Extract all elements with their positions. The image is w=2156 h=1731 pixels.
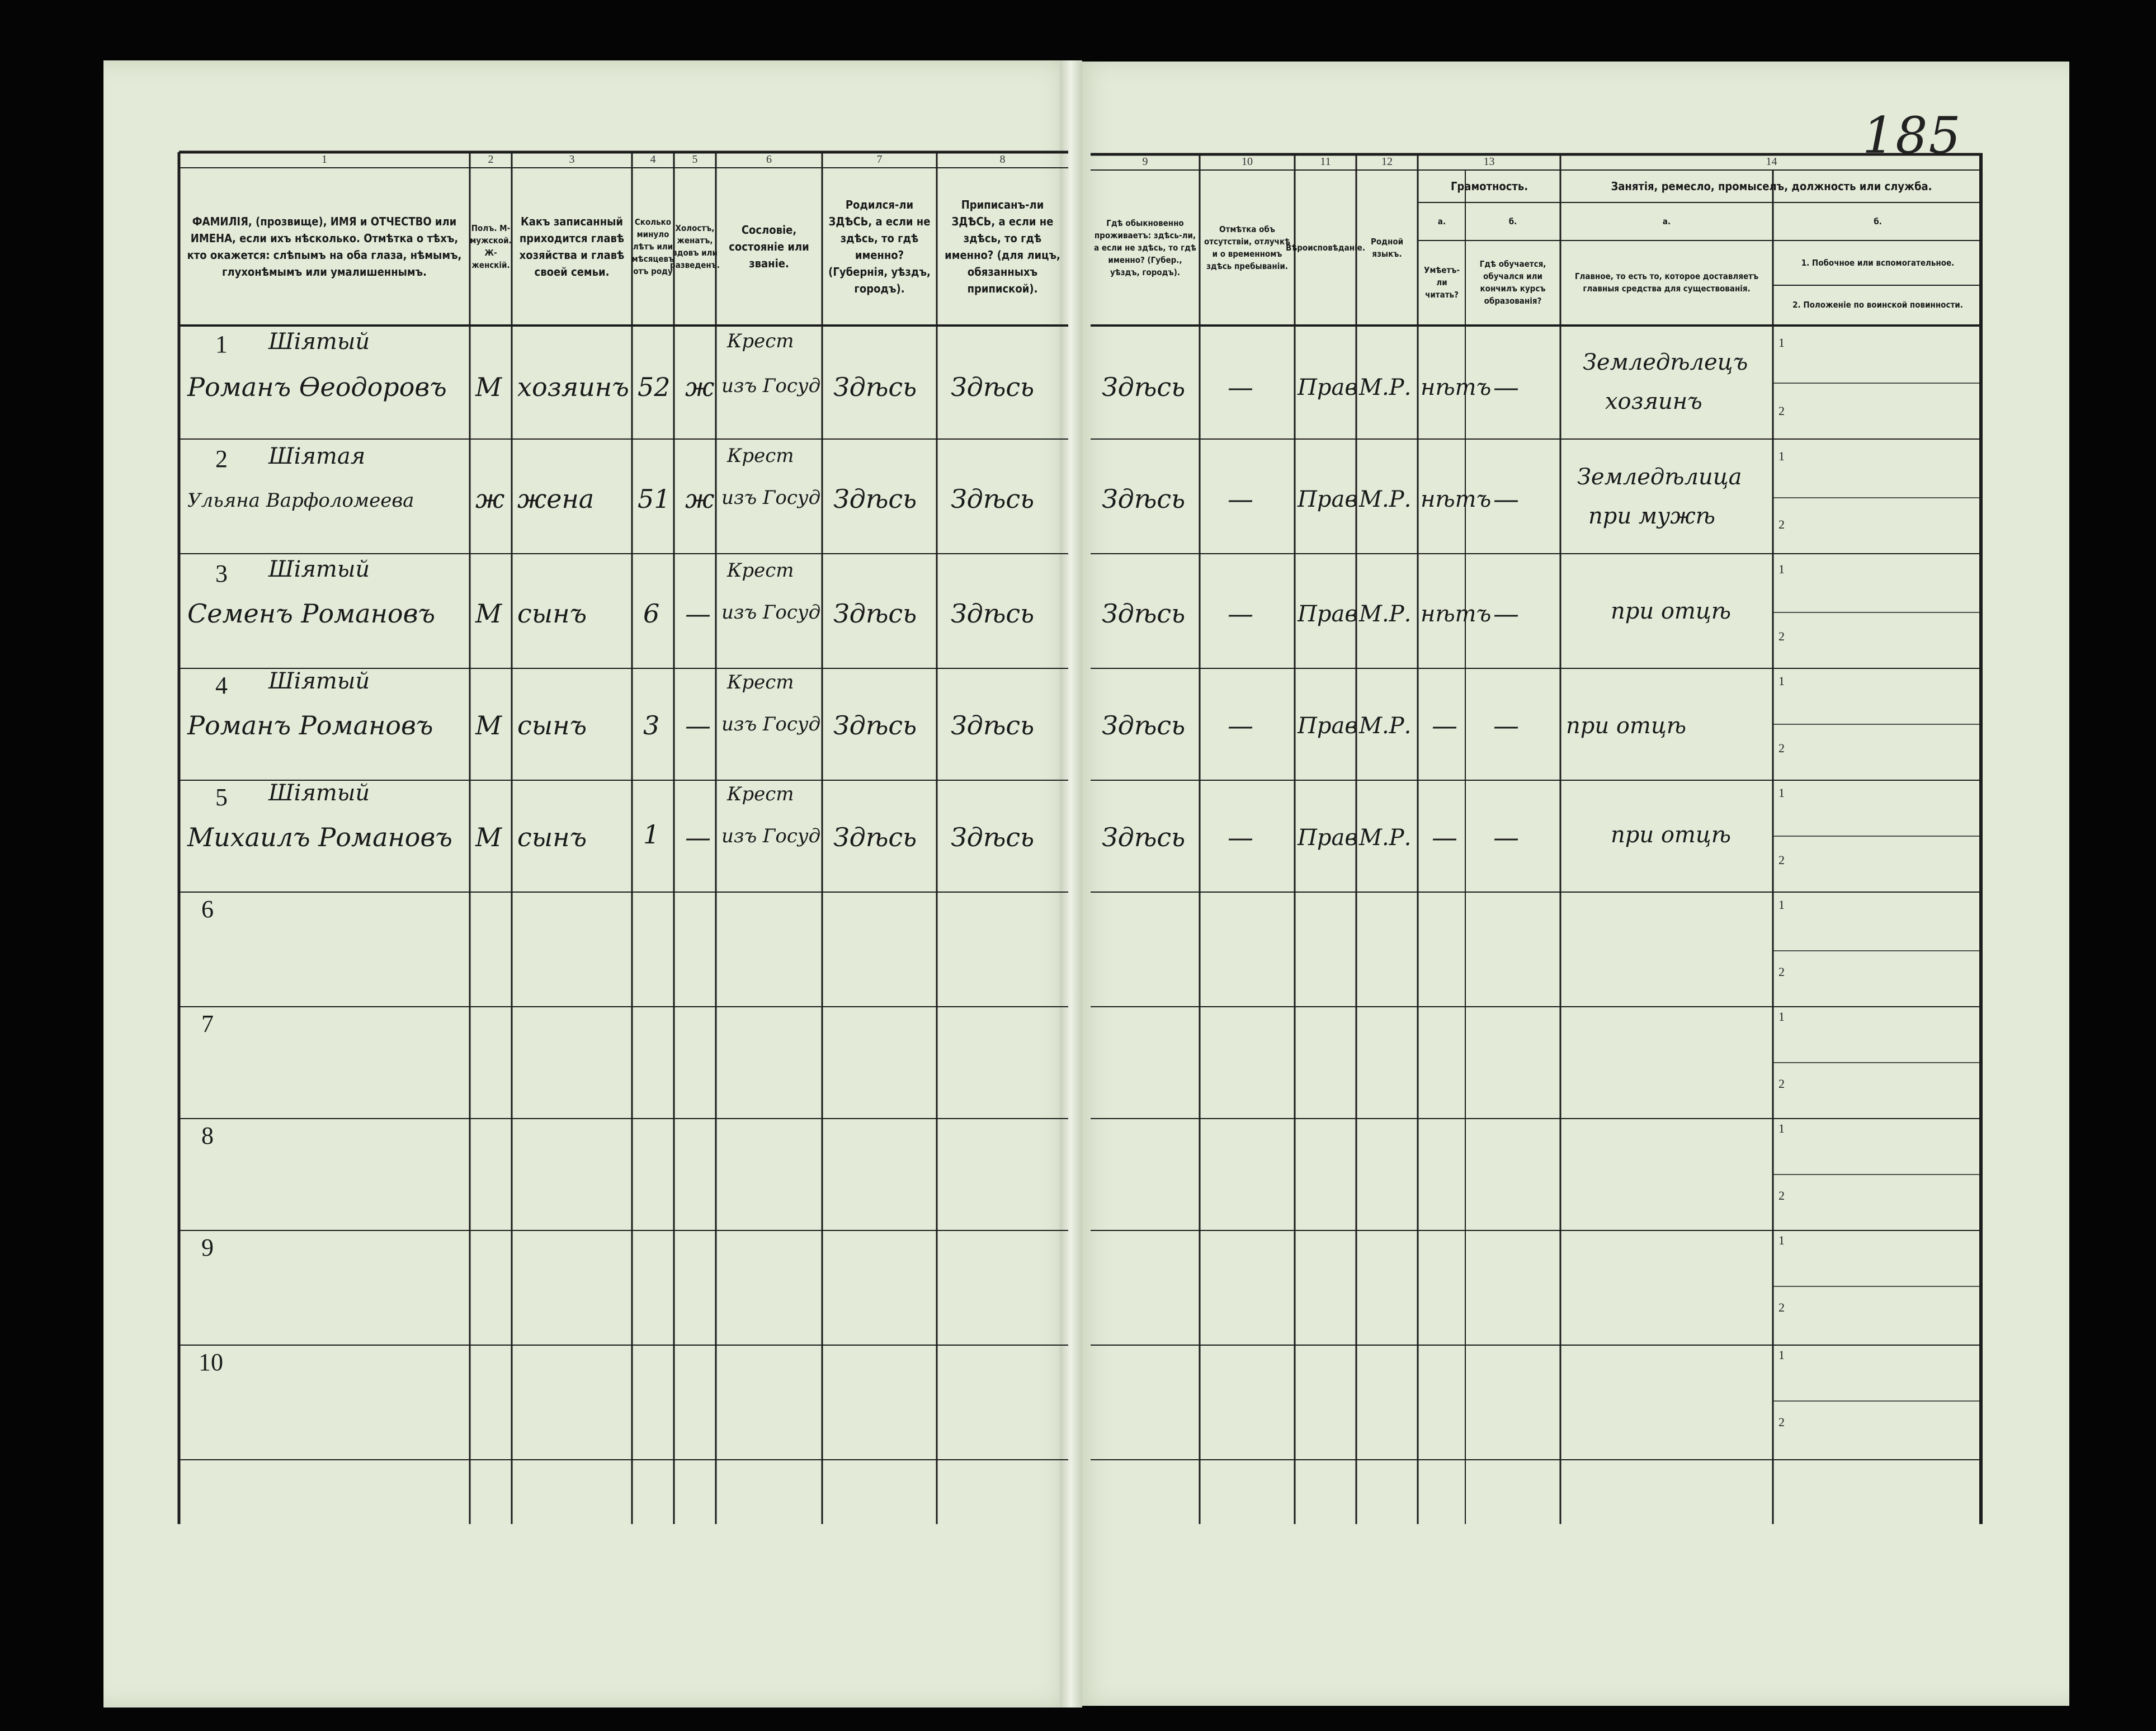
header-age: Сколько минуло лѣтъ или мѣсяцевъ отъ роду bbox=[631, 217, 674, 276]
religion: Прав bbox=[1298, 825, 1358, 851]
residence: Здѣсь bbox=[1102, 710, 1186, 740]
can-read: — bbox=[1432, 822, 1457, 852]
can-read: нѣтъ bbox=[1421, 375, 1492, 400]
given-name: Романъ Романовъ bbox=[187, 710, 433, 740]
surname: Шіятый bbox=[268, 556, 370, 582]
estate-line-2: изъ Госуд bbox=[721, 487, 821, 509]
relation: жена bbox=[517, 484, 595, 514]
age: 51 bbox=[638, 484, 671, 514]
relation: сынъ bbox=[517, 822, 587, 852]
header-sex: Полъ. М-мужской. Ж-женскій. bbox=[470, 223, 512, 270]
column-number-7: 7 bbox=[876, 153, 883, 166]
surname: Шіятая bbox=[268, 444, 366, 469]
column-number-13: 13 bbox=[1483, 155, 1495, 168]
age: 6 bbox=[643, 598, 660, 629]
sub-label-2: 2 bbox=[1778, 1415, 1785, 1429]
row-number: 4 bbox=[215, 672, 228, 699]
row-number: 9 bbox=[201, 1234, 214, 1261]
header-education: Гдѣ обучается, обучался или кончилъ курсъ образованія? bbox=[1479, 259, 1546, 306]
religion: Прав bbox=[1298, 601, 1358, 627]
sex: М bbox=[475, 598, 502, 629]
sub-label-1: 1 bbox=[1778, 786, 1785, 800]
main-occupation-line-2: хозяинъ bbox=[1605, 389, 1702, 414]
birthplace: Здѣсь bbox=[833, 710, 917, 740]
sub-label-1: 1 bbox=[1778, 898, 1785, 912]
column-number-1: 1 bbox=[322, 153, 327, 166]
sub-label-2: 2 bbox=[1778, 741, 1785, 755]
column-number-4: 4 bbox=[650, 153, 656, 166]
residence: Здѣсь bbox=[1102, 598, 1186, 629]
header-language: Родной языкъ. bbox=[1370, 237, 1404, 259]
sub-label-1: 1 bbox=[1778, 449, 1785, 463]
religion: Прав bbox=[1298, 487, 1358, 512]
sub-label-2: 2 bbox=[1778, 1077, 1785, 1091]
sub-label-2: 2 bbox=[1778, 965, 1785, 979]
header-can-read: Умѣетъ-ли читать? bbox=[1423, 265, 1460, 300]
header-registration: Приписанъ-ли ЗДѢСЬ, а если не здѣсь, то гдѣ именно? (для лицъ, обязанныхъ припиской). bbox=[945, 198, 1060, 295]
main-occupation-line-1: Земледѣлица bbox=[1577, 464, 1742, 490]
sub-label-1: 1 bbox=[1778, 1010, 1785, 1023]
header-residence: Гдѣ обыкновенно проживаетъ: здѣсь-ли, а если не здѣсь, то гдѣ именно? (Губер., уѣздъ, городъ). bbox=[1094, 218, 1196, 277]
marital-status: ж bbox=[685, 372, 715, 402]
sex: ж bbox=[475, 484, 505, 514]
age: 1 bbox=[643, 819, 660, 850]
birthplace: Здѣсь bbox=[833, 598, 917, 629]
header-main-occupation: Главное, то есть то, которое доставляетъ главныя средства для существованія. bbox=[1574, 271, 1759, 294]
row-number: 6 bbox=[201, 895, 214, 923]
header-military-status: 2. Положеніе по воинской повинности. bbox=[1792, 300, 1963, 310]
residence: Здѣсь bbox=[1102, 484, 1186, 514]
header-occupation-a-letter: а. bbox=[1662, 216, 1671, 227]
sub-label-1: 1 bbox=[1778, 1233, 1785, 1247]
page-number: 185 bbox=[1862, 106, 1962, 165]
marital-status: — bbox=[685, 822, 711, 852]
row-number: 8 bbox=[201, 1122, 214, 1149]
column-number-11: 11 bbox=[1320, 155, 1331, 168]
can-read: нѣтъ bbox=[1421, 601, 1492, 627]
row-number: 2 bbox=[215, 445, 228, 473]
sex: М bbox=[475, 822, 502, 852]
estate-line-2: изъ Госуд bbox=[721, 825, 821, 847]
estate-line-1: Крест bbox=[727, 330, 794, 352]
estate-line-2: изъ Госуд bbox=[721, 375, 821, 397]
column-number-5: 5 bbox=[692, 153, 698, 166]
header-occupation: Занятія, ремесло, промыселъ, должность или служба. bbox=[1611, 180, 1932, 193]
estate-line-1: Крест bbox=[727, 671, 794, 694]
column-number-14: 14 bbox=[1766, 155, 1777, 168]
education: — bbox=[1493, 710, 1519, 740]
header-occupation-b-letter: б. bbox=[1874, 216, 1882, 227]
sub-label-1: 1 bbox=[1778, 336, 1785, 350]
surname: Шіятый bbox=[268, 780, 370, 806]
column-number-6: 6 bbox=[766, 153, 772, 166]
column-number-10: 10 bbox=[1242, 155, 1253, 168]
main-occupation-line-1: при отцѣ bbox=[1566, 713, 1687, 739]
native-language: М.Р. bbox=[1359, 375, 1412, 400]
column-number-2: 2 bbox=[488, 153, 494, 166]
row-number: 1 bbox=[215, 331, 228, 358]
religion: Прав bbox=[1298, 713, 1358, 739]
header-religion: Вѣроисповѣданіе. bbox=[1286, 243, 1365, 253]
given-name: Ульяна Варфоломеева bbox=[187, 489, 414, 512]
sub-label-1: 1 bbox=[1778, 1121, 1785, 1135]
marital-status: — bbox=[685, 598, 711, 629]
registration-place: Здѣсь bbox=[951, 822, 1035, 852]
row-number: 3 bbox=[215, 560, 228, 587]
native-language: М.Р. bbox=[1359, 601, 1412, 627]
can-read: — bbox=[1432, 710, 1457, 740]
sex: М bbox=[475, 710, 502, 740]
header-literacy-a-letter: а. bbox=[1437, 216, 1446, 227]
estate-line-2: изъ Госуд bbox=[721, 601, 821, 624]
absence-mark: — bbox=[1228, 822, 1253, 852]
birthplace: Здѣсь bbox=[833, 372, 917, 402]
marital-status: ж bbox=[685, 484, 715, 514]
native-language: М.Р. bbox=[1359, 825, 1412, 851]
sub-label-2: 2 bbox=[1778, 1188, 1785, 1202]
header-literacy: Грамотность. bbox=[1450, 180, 1528, 193]
registration-place: Здѣсь bbox=[951, 484, 1035, 514]
estate-line-2: изъ Госуд bbox=[721, 713, 821, 735]
header-estate: Сословіе, состояніе или званіе. bbox=[729, 223, 809, 270]
native-language: М.Р. bbox=[1359, 487, 1412, 512]
estate-line-1: Крест bbox=[727, 783, 794, 805]
marital-status: — bbox=[685, 710, 711, 740]
sub-label-2: 2 bbox=[1778, 629, 1785, 643]
header-relation: Какъ записанный приходится главѣ хозяйства и главѣ своей семьи. bbox=[519, 215, 625, 279]
header-birthplace: Родился-ли ЗДѢСЬ, а если не здѣсь, то гдѣ именно? (Губернія, уѣздъ, городъ). bbox=[828, 198, 931, 295]
sub-label-2: 2 bbox=[1778, 1300, 1785, 1314]
sub-label-2: 2 bbox=[1778, 517, 1785, 531]
relation: сынъ bbox=[517, 710, 587, 740]
education: — bbox=[1493, 484, 1519, 514]
absence-mark: — bbox=[1228, 710, 1253, 740]
header-marital: Холостъ, женатъ, вдовъ или разведенъ. bbox=[670, 223, 720, 270]
education: — bbox=[1493, 822, 1519, 852]
row-number: 7 bbox=[201, 1010, 214, 1037]
main-occupation-line-1: при отцѣ bbox=[1611, 598, 1732, 624]
main-occupation-line-2: при мужѣ bbox=[1588, 503, 1715, 529]
religion: Прав bbox=[1298, 375, 1358, 400]
education: — bbox=[1493, 372, 1519, 402]
main-occupation-line-1: Земледѣлецъ bbox=[1583, 350, 1748, 375]
native-language: М.Р. bbox=[1359, 713, 1412, 739]
given-name: Семенъ Романовъ bbox=[187, 598, 435, 629]
sub-label-2: 2 bbox=[1778, 404, 1785, 418]
header-name: ФАМИЛІЯ, (прозвище), ИМЯ и ОТЧЕСТВО или ИМЕНА, если ихъ нѣсколько. Отмѣтка о тѣхъ, кто окажется: слѣпымъ на оба глаза, нѣмымъ, глухонѣмымъ или умалишеннымъ. bbox=[187, 215, 462, 279]
relation: сынъ bbox=[517, 598, 587, 629]
age: 52 bbox=[638, 372, 671, 402]
absence-mark: — bbox=[1228, 372, 1253, 402]
sub-label-1: 1 bbox=[1778, 674, 1785, 688]
header-absence: Отмѣтка объ отсутствіи, отлучкѣ и о временномъ здѣсь пребываніи. bbox=[1204, 224, 1291, 271]
relation: хозяинъ bbox=[517, 372, 629, 402]
column-number-9: 9 bbox=[1142, 155, 1148, 168]
sex: М bbox=[475, 372, 502, 402]
surname: Шіятый bbox=[268, 329, 370, 355]
registration-place: Здѣсь bbox=[951, 710, 1035, 740]
can-read: нѣтъ bbox=[1421, 487, 1492, 512]
estate-line-1: Крест bbox=[727, 445, 794, 467]
education: — bbox=[1493, 598, 1519, 629]
header-secondary-occupation: 1. Побочное или вспомогательное. bbox=[1801, 258, 1955, 268]
given-name: Романъ Өеодоровъ bbox=[187, 372, 447, 402]
registration-place: Здѣсь bbox=[951, 598, 1035, 629]
row-number: 10 bbox=[199, 1348, 223, 1376]
estate-line-1: Крест bbox=[727, 559, 794, 582]
registration-place: Здѣсь bbox=[951, 372, 1035, 402]
absence-mark: — bbox=[1228, 598, 1253, 629]
sub-label-1: 1 bbox=[1778, 562, 1785, 576]
residence: Здѣсь bbox=[1102, 822, 1186, 852]
birthplace: Здѣсь bbox=[833, 822, 917, 852]
main-occupation-line-1: при отцѣ bbox=[1611, 822, 1732, 848]
header-literacy-b-letter: б. bbox=[1508, 216, 1517, 227]
residence: Здѣсь bbox=[1102, 372, 1186, 402]
absence-mark: — bbox=[1228, 484, 1253, 514]
row-number: 5 bbox=[215, 784, 228, 811]
age: 3 bbox=[643, 710, 660, 740]
column-number-8: 8 bbox=[999, 153, 1006, 166]
column-number-12: 12 bbox=[1381, 155, 1393, 168]
given-name: Михаилъ Романовъ bbox=[187, 822, 452, 852]
surname: Шіятый bbox=[268, 668, 370, 694]
sub-label-1: 1 bbox=[1778, 1348, 1785, 1362]
sub-label-2: 2 bbox=[1778, 853, 1785, 867]
column-number-3: 3 bbox=[569, 153, 575, 166]
birthplace: Здѣсь bbox=[833, 484, 917, 514]
